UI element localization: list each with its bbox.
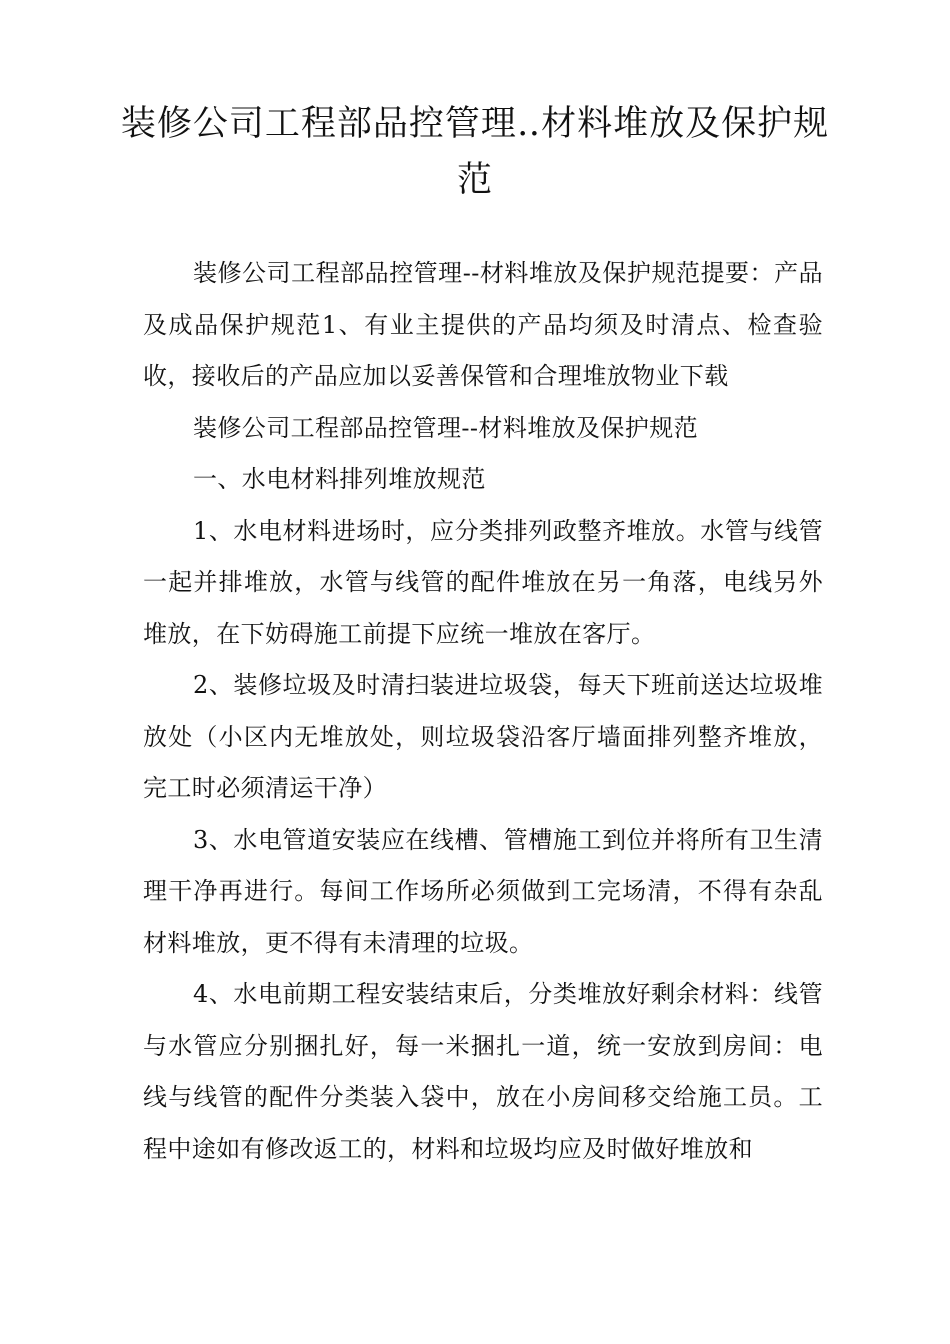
paragraph-item-3: 3、水电管道安装应在线槽、管槽施工到位并将所有卫生清理干净再进行。每间工作场所必须做到工完场清，不得有杂乱材料堆放，更不得有未清理的垃圾。 (143, 825, 823, 957)
paragraph-item-1: 1、水电材料进场时，应分类排列政整齐堆放。水管与线管一起并排堆放，水管与线管的配件堆放在另一角落，电线另外堆放，在下妨碍施工前提下应统一堆放在客厅。 (143, 516, 823, 648)
paragraph-heading: 装修公司工程部品控管理--材料堆放及保护规范 (193, 413, 699, 442)
paragraph-item-2: 2、装修垃圾及时清扫装进垃圾袋，每天下班前送达垃圾堆放处（小区内无堆放处，则垃圾袋沿客厅墙面排列整齐堆放，完工时必须清运干净） (143, 671, 823, 802)
document-title: 装修公司工程部品控管理‥材料堆放及保护规范 (120, 104, 830, 200)
document-body (143, 248, 823, 1175)
section-heading-1: 一、水电材料排列堆放规范 (193, 465, 486, 493)
paragraph-summary: 装修公司工程部品控管理--材料堆放及保护规范提要：产品及成品保护规范1、有业主提供的产品均须及时清点、检查验收，接收后的产品应加以妥善保管和合理堆放物业下载 (143, 259, 823, 390)
paragraph-item-4: 4、水电前期工程安装结束后，分类堆放好剩余材料：线管与水管应分别捆扎好，每一米捆扎一道，统一安放到房间：电线与线管的配件分类装入袋中，放在小房间移交给施工员。工程中途如有修改返工的，材料和垃圾均应及时做好堆放和 (143, 980, 823, 1163)
